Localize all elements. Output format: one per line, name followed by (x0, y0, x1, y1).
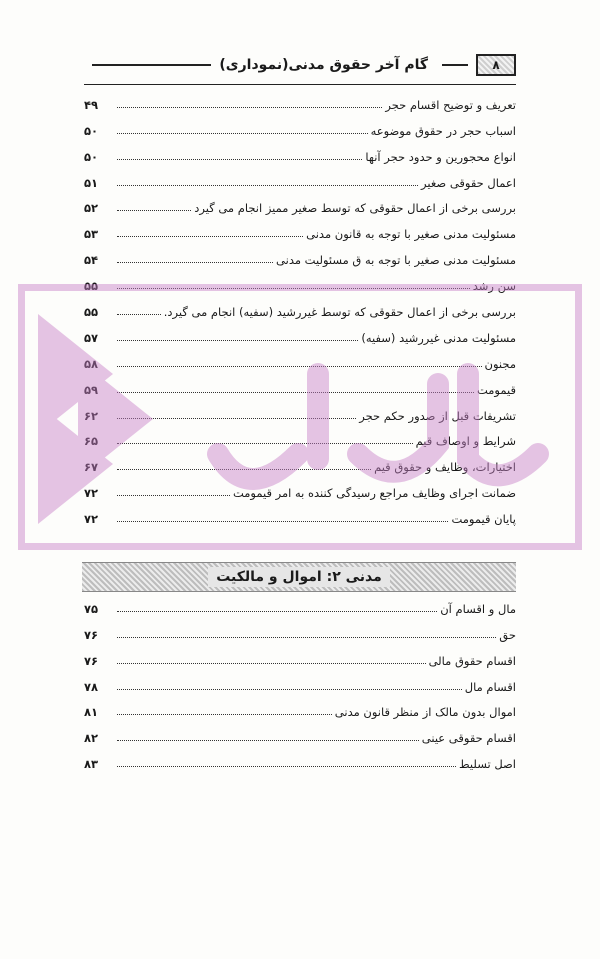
toc-entry (84, 425, 516, 451)
toc-entry (84, 192, 516, 218)
toc-entry-title: مجنون (484, 356, 516, 371)
toc-dot-leader (117, 262, 273, 263)
toc-dot-leader (117, 714, 332, 715)
toc-entry-page: ۵۳ (84, 227, 99, 242)
toc-entry-title: انواع محجورین و حدود حجر آنها (365, 149, 516, 164)
section-heading-bar (82, 562, 516, 592)
toc-dot-leader (117, 159, 362, 160)
toc-entry (84, 502, 516, 528)
toc-entry-page: ۵۰ (84, 123, 99, 138)
toc-entry (84, 166, 516, 192)
toc-entry-title: ضمانت اجرای وظایف مراجع رسیدگی کننده به امر قیمومت (232, 486, 516, 501)
toc-list-part1 (84, 88, 516, 528)
toc-entry-title: شرایط و اوصاف قیم (415, 434, 516, 449)
toc-entry-title: تشریفات قبل از صدور حکم حجر (359, 408, 516, 423)
toc-dot-leader (117, 740, 419, 741)
toc-dot-leader (117, 366, 482, 367)
toc-entry (84, 373, 516, 399)
toc-entry-page: ۷۲ (84, 486, 99, 501)
toc-entry-title: اصل تسلیط (459, 757, 516, 772)
toc-dot-leader (117, 637, 496, 638)
page-number: ۸ (492, 58, 500, 72)
header-rule-short (442, 64, 468, 66)
toc-entry (84, 347, 516, 373)
toc-entry (84, 747, 516, 773)
toc-dot-leader (117, 133, 368, 134)
page-number-box (476, 54, 516, 76)
toc-entry (84, 399, 516, 425)
toc-entry-title: اموال بدون مالک از منظر قانون مدنی (334, 705, 516, 720)
toc-dot-leader (117, 210, 191, 211)
toc-dot-leader (117, 663, 426, 664)
toc-dot-leader (117, 340, 358, 341)
toc-entry-title: مسئولیت مدنی صغیر با توجه به ق مسئولیت مدنی (276, 253, 516, 268)
toc-dot-leader (117, 392, 474, 393)
toc-entry-page: ۵۷ (84, 330, 99, 345)
toc-entry-page: ۶۵ (84, 434, 99, 449)
toc-entry-title: قیمومت (476, 382, 516, 397)
page-header (84, 52, 516, 78)
toc-entry-title: اقسام حقوق مالی (428, 653, 516, 668)
toc-entry-page: ۸۲ (84, 731, 99, 746)
toc-entry-title: حق (499, 627, 516, 642)
toc-entry-title: سن رشد (472, 279, 516, 294)
header-rule (92, 64, 211, 66)
toc-entry-page: ۸۳ (84, 757, 99, 772)
toc-entry-title: پایان قیمومت (451, 512, 516, 527)
toc-entry (84, 450, 516, 476)
toc-entry-title: اسباب حجر در حقوق موضوعه (370, 123, 516, 138)
toc-entry-title: مال و اقسام آن (440, 601, 516, 616)
toc-entry-page: ۴۹ (84, 97, 99, 112)
toc-dot-leader (117, 611, 437, 612)
toc-entry-page: ۶۷ (84, 460, 99, 475)
toc-entry-title: اختیارات، وظایف و حقوق قیم (374, 460, 516, 475)
toc-dot-leader (117, 495, 230, 496)
toc-entry-title: اقسام حقوقی عینی (421, 731, 516, 746)
toc-entry (84, 114, 516, 140)
toc-entry-page: ۵۰ (84, 149, 99, 164)
toc-dot-leader (117, 521, 448, 522)
toc-entry (84, 670, 516, 696)
toc-entry-page: ۵۹ (84, 382, 99, 397)
toc-entry-page: ۶۲ (84, 408, 99, 423)
toc-entry-page: ۵۸ (84, 356, 99, 371)
toc-entry-page: ۷۶ (84, 653, 99, 668)
toc-entry-title: تعریف و توضیح اقسام حجر (385, 97, 516, 112)
toc-entry-title: بررسی برخی از اعمال حقوقی که توسط صغیر ممیز انجام می گیرد (194, 201, 516, 216)
toc-entry (84, 140, 516, 166)
toc-entry-page: ۷۶ (84, 627, 99, 642)
toc-dot-leader (117, 766, 456, 767)
toc-entry (84, 696, 516, 722)
toc-entry (84, 295, 516, 321)
toc-entry (84, 88, 516, 114)
toc-entry-title: بررسی برخی از اعمال حقوقی که توسط غیررشید (سفیه) انجام می گیرد. (163, 305, 516, 320)
toc-entry-page: ۸۱ (84, 705, 99, 720)
toc-entry (84, 269, 516, 295)
toc-entry (84, 592, 516, 618)
toc-entry (84, 243, 516, 269)
toc-entry-title: مسئولیت مدنی صغیر با توجه به قانون مدنی (306, 227, 516, 242)
toc-dot-leader (117, 443, 413, 444)
toc-dot-leader (117, 469, 371, 470)
page-title: گام آخر حقوق مدنی(نموداری) (219, 57, 428, 73)
toc-entry-page: ۵۵ (84, 279, 99, 294)
toc-dot-leader (117, 689, 462, 690)
toc-dot-leader (117, 418, 356, 419)
toc-entry (84, 618, 516, 644)
toc-entry-title: اقسام مال (464, 679, 516, 694)
toc-entry (84, 644, 516, 670)
toc-dot-leader (117, 236, 303, 237)
toc-entry-page: ۵۲ (84, 201, 99, 216)
toc-entry-page: ۷۸ (84, 679, 99, 694)
toc-entry-page: ۷۲ (84, 512, 99, 527)
section-title: مدنی ۲: اموال و مالکیت (208, 567, 390, 587)
toc-dot-leader (117, 185, 418, 186)
toc-entry-page: ۵۴ (84, 253, 99, 268)
toc-dot-leader (117, 314, 161, 315)
toc-entry-page: ۵۱ (84, 175, 99, 190)
toc-entry (84, 721, 516, 747)
toc-entry (84, 321, 516, 347)
toc-entry-title: مسئولیت مدنی غیررشید (سفیه) (361, 330, 516, 345)
toc-entry-title: اعمال حقوقی صغیر (421, 175, 516, 190)
toc-entry-page: ۷۵ (84, 601, 99, 616)
toc-entry (84, 217, 516, 243)
toc-entry (84, 476, 516, 502)
toc-dot-leader (117, 288, 470, 289)
toc-entry-page: ۵۵ (84, 305, 99, 320)
toc-list-part2 (84, 592, 516, 773)
header-divider (84, 84, 516, 85)
toc-dot-leader (117, 107, 382, 108)
